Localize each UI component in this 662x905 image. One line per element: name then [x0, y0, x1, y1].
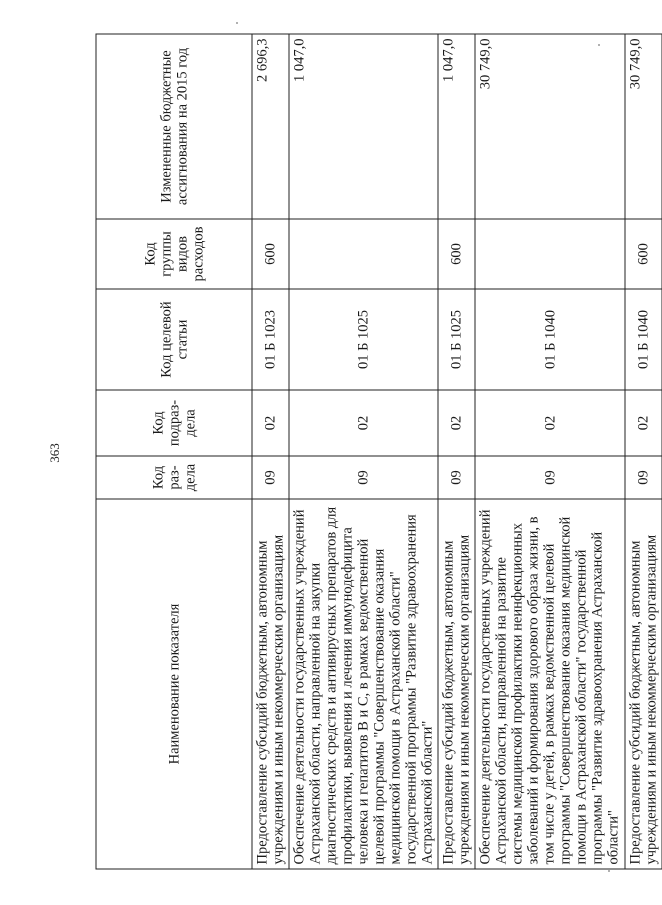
page-number: 363	[47, 443, 62, 463]
cell-subsection: 02	[252, 390, 289, 456]
header-target: Код целевой статьи	[96, 289, 252, 390]
cell-section: 09	[625, 456, 662, 499]
header-amount: Измененные бюджетные ассигнования на 2015 год	[96, 34, 252, 219]
cell-name: Предоставление субсидий бюджетным, автономным учреждениям и иным некоммерческим организациям	[625, 499, 662, 869]
cell-subsection: 02	[289, 390, 438, 456]
budget-table	[95, 34, 662, 870]
header-section: Код раз-дела	[96, 456, 252, 499]
header-subsection: Код подраз-дела	[96, 390, 252, 456]
cell-section: 09	[475, 456, 625, 499]
cell-amount: 30 749,0	[625, 34, 662, 219]
cell-section: 09	[289, 456, 438, 499]
cell-section: 09	[438, 456, 475, 499]
cell-target: 01 Б 1025	[289, 289, 438, 390]
rotated-table-container	[95, 35, 659, 870]
table-row	[289, 34, 438, 869]
cell-target: 01 Б 1040	[625, 289, 662, 390]
table-row	[438, 34, 475, 869]
header-row	[96, 34, 252, 869]
cell-name: Предоставление субсидий бюджетным, автономным учреждениям и иным некоммерческим организациям	[438, 499, 475, 869]
cell-group: 600	[252, 219, 289, 289]
cell-subsection: 02	[625, 390, 662, 456]
cell-amount: 30 749,0	[475, 34, 625, 219]
cell-section: 09	[252, 456, 289, 499]
header-group: Код группы видов расходов	[96, 219, 252, 289]
cell-amount: 1 047,0	[289, 34, 438, 219]
cell-subsection: 02	[475, 390, 625, 456]
cell-group: 600	[438, 219, 475, 289]
cell-amount: 2 696,3	[252, 34, 289, 219]
scan-speck	[608, 870, 610, 872]
scan-speck	[236, 22, 238, 24]
cell-group	[289, 219, 438, 289]
cell-name: Обеспечение деятельности государственных учреждений Астраханской области, направленной на развитие системы медицинской профилактики неинфекционных заболеваний и формирования здорового образа жизни, в том числе у детей, в рамках ведомственной целевой программы "Совершенствование оказания медицинской помощи в Астраханской области" государственной программы "Развитие здравоохранения Астраханской области"	[475, 499, 625, 869]
cell-group	[475, 219, 625, 289]
cell-subsection: 02	[438, 390, 475, 456]
table-row	[475, 34, 625, 869]
cell-target: 01 Б 1040	[475, 289, 625, 390]
table-row	[252, 34, 289, 869]
cell-group: 600	[625, 219, 662, 289]
cell-target: 01 Б 1025	[438, 289, 475, 390]
scan-speck	[598, 44, 600, 46]
header-name: Наименование показателя	[96, 499, 252, 869]
cell-name: Обеспечение деятельности государственных учреждений Астраханской области, направленной на закупки диагностических средств и антивирусных препаратов для профилактики, выявления и лечения иммунодефицита человека и гепатитов В и С, в рамках ведомственной целевой программы "Совершенствование оказания медицинской помощи в Астраханской области" государственной программы "Развитие здравоохранения Астраханской области"	[289, 499, 438, 869]
cell-name: Предоставление субсидий бюджетным, автономным учреждениям и иным некоммерческим организациям	[252, 499, 289, 869]
table-row	[625, 34, 662, 869]
cell-target: 01 Б 1023	[252, 289, 289, 390]
cell-amount: 1 047,0	[438, 34, 475, 219]
